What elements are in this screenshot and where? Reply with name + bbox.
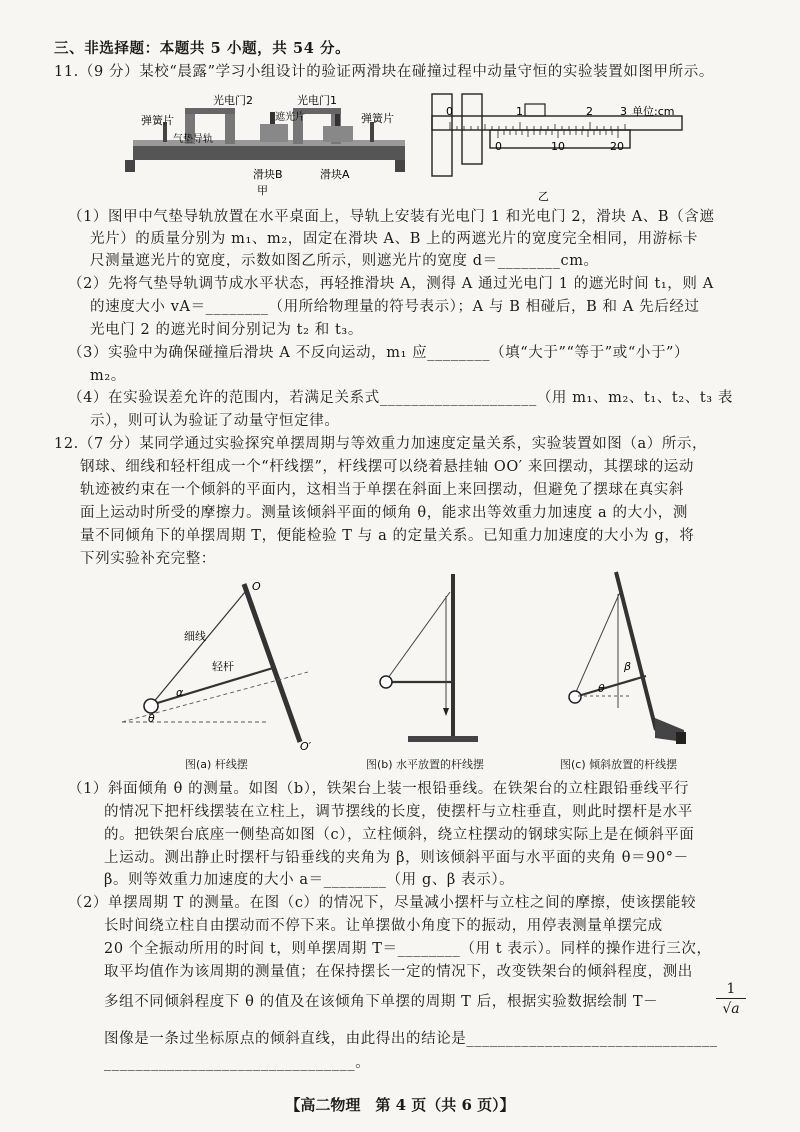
q11-line-3: 光片）的质量分别为 m₁、m₂，固定在滑块 A、B 上的两遮光片的宽度完全相同，用游标卡 bbox=[90, 231, 698, 247]
q12-part2-line-1: （2）单摆周期 T 的测量。在图（c）的情况下，尽量减小摆杆与立柱之间的摩擦，使该摆能较 bbox=[68, 895, 697, 911]
label-theta-a: θ bbox=[148, 712, 155, 725]
vernier-tick-20: 20 bbox=[610, 140, 624, 153]
label-spring-left: 弹簧片 bbox=[141, 114, 174, 127]
label-shade-plate: 遮光片 bbox=[275, 112, 305, 123]
vernier-tick-0: 0 bbox=[495, 140, 502, 153]
q12-line-6: 下列实验补充完整： bbox=[80, 551, 216, 567]
q12-part1-line-1: （1）斜面倾角 θ 的测量。如图（b），铁架台上装一根铅垂线。在铁架台的立柱跟铅垂线平行 bbox=[68, 781, 690, 797]
label-theta-c: θ bbox=[598, 682, 605, 695]
label-spring-right: 弹簧片 bbox=[361, 112, 394, 125]
photogate-2 bbox=[185, 108, 235, 114]
formula-fraction bbox=[716, 980, 746, 1019]
q11-line-8: （3）实验中为确保碰撞后滑块 A 不反向运动，m₁ 应________（填“大于”“等于”或“小于”） bbox=[68, 345, 690, 361]
label-alpha: α bbox=[176, 686, 184, 699]
main-tick-3: 3 bbox=[620, 105, 627, 118]
steel-ball bbox=[569, 691, 581, 703]
main-tick-1: 1 bbox=[516, 105, 523, 118]
caption-yi: 乙 bbox=[538, 190, 549, 203]
steel-ball bbox=[144, 699, 158, 713]
label-string: 细线 bbox=[184, 630, 206, 643]
q12-part1-line-5: β。则等效重力加速度的大小 a＝________（用 g、β 表示）。 bbox=[104, 872, 515, 888]
formula-denominator: √a bbox=[722, 1001, 740, 1017]
q12-part2-line-2: 长时间绕立柱自由摆动而不停下来。让单摆做小角度下的振动，用停表测量单摆完成 bbox=[104, 918, 663, 934]
q12-line-1: 12.（7 分）某同学通过实验探究单摆周期与等效重力加速度定量关系，实验装置如图（a）所示， bbox=[54, 436, 708, 452]
caption-fig-a: 图(a) 杆线摆 bbox=[185, 758, 248, 771]
q12-part1-line-2: 的情况下把杆线摆装在立柱上，调节摆线的长度，使摆杆与立柱垂直，则此时摆杆是水平 bbox=[104, 804, 693, 820]
unit-label: 单位:cm bbox=[632, 105, 675, 118]
label-slider-b: 滑块B bbox=[253, 168, 283, 181]
main-scale bbox=[432, 116, 682, 130]
slider-a bbox=[323, 126, 353, 142]
label-photogate-1: 光电门1 bbox=[297, 94, 337, 107]
fig-yi-vernier-caliper bbox=[420, 88, 690, 206]
q12-part2-line-4: 取平均值作为该周期的测量值；在保持摆长一定的情况下，改变铁架台的倾斜程度，测出 bbox=[104, 964, 693, 980]
q11-line-2: （1）图甲中气垫导轨放置在水平桌面上，导轨上安装有光电门 1 和光电门 2，滑块 A、B（含遮 bbox=[68, 209, 715, 225]
light-rod bbox=[154, 668, 273, 704]
q11-line-9: m₂。 bbox=[90, 368, 126, 384]
q12-line-3: 轨迹被约束在一个倾斜的平面内，这相当于单摆在斜面上来回摆动，但避免了摆球在真实斜 bbox=[80, 482, 684, 498]
q12-part2-line-6: 图像是一条过坐标原点的倾斜直线，由此得出的结论是________________________________ bbox=[104, 1031, 718, 1047]
label-photogate-2: 光电门2 bbox=[213, 94, 253, 107]
slider-b bbox=[260, 124, 288, 142]
rotation-axis-rod bbox=[244, 584, 300, 742]
vernier-tick-10: 10 bbox=[551, 140, 565, 153]
q11-line-11: 示），则可认为验证了动量守恒定律。 bbox=[90, 413, 340, 429]
caption-fig-b: 图(b) 水平放置的杆线摆 bbox=[366, 758, 485, 771]
q12-part1-line-4: 上运动。测出静止时摆杆与铅垂线的夹角为 β，则该倾斜平面与水平面的夹角 θ＝90°－ bbox=[104, 850, 689, 866]
label-beta: β bbox=[624, 660, 632, 673]
caption-fig-c: 图(c) 倾斜放置的杆线摆 bbox=[560, 758, 678, 771]
caption-jia: 甲 bbox=[257, 184, 268, 197]
fig-b-horizontal-pendulum bbox=[368, 570, 478, 750]
q12-line-4: 面上运动时所受的摩擦力。测量该倾斜平面的倾角 θ，能求出等效重力加速度 a 的大小，测 bbox=[80, 505, 688, 521]
q12-line-5: 量不同倾角下的单摆周期 T，便能检验 T 与 a 的定量关系。已知重力加速度的大小为 g，将 bbox=[80, 528, 695, 544]
steel-ball bbox=[380, 676, 392, 688]
label-slider-a: 滑块A bbox=[320, 168, 350, 181]
fig-c-tilted-pendulum bbox=[560, 568, 700, 748]
q12-part2-line-3: 20 个全振动所用的时间 t，则单摆周期 T＝________（用 t 表示）。同样的操作进行三次， bbox=[104, 941, 712, 957]
fig-jia-air-track bbox=[125, 88, 415, 198]
q12-part2-line-7: ________________________________。 bbox=[104, 1055, 371, 1071]
q11-line-5: （2）先将气垫导轨调节成水平状态，再轻推滑块 A，测得 A 通过光电门 1 的遮光时间 t₁，则 A bbox=[68, 276, 714, 292]
q11-line-6: 的速度大小 vA＝________（用所给物理量的符号表示）；A 与 B 相碰后，B 和 A 先后经过 bbox=[90, 299, 700, 315]
string-line bbox=[152, 592, 245, 704]
tilted-pole bbox=[616, 572, 656, 730]
label-O: O bbox=[252, 580, 261, 593]
fig-a-rod-string-pendulum bbox=[118, 572, 318, 752]
q12-part2-line-5: 多组不同倾斜程度下 θ 的值及在该倾角下单摆的周期 T 后，根据实验数据绘制 T－ bbox=[104, 994, 659, 1010]
label-rod: 轻杆 bbox=[212, 660, 234, 673]
label-O-prime: O′ bbox=[300, 740, 312, 752]
air-track-rail bbox=[133, 146, 405, 160]
page-footer: 【高二物理 第 4 页（共 6 页）】 bbox=[285, 1096, 515, 1114]
q11-line-10: （4）在实验误差允许的范围内，若满足关系式____________________（用 m₁、m₂、t₁、t₂、t₃ 表 bbox=[68, 390, 733, 406]
q12-part1-line-3: 的。把铁架台底座一侧垫高如图（c），立柱倾斜，绕立柱摆动的钢球实际上是在倾斜平面 bbox=[104, 827, 695, 843]
main-tick-2: 2 bbox=[586, 105, 593, 118]
main-tick-0: 0 bbox=[446, 105, 453, 118]
pendulum-rod bbox=[578, 676, 646, 696]
label-air-track: 气垫导轨 bbox=[173, 134, 213, 145]
q11-line-7: 光电门 2 的遮光时间分别记为 t₂ 和 t₃。 bbox=[90, 322, 363, 338]
q11-line-4: 尺测量遮光片的宽度，示数如图乙所示，则遮光片的宽度 d＝________cm。 bbox=[90, 253, 599, 269]
stand-base bbox=[408, 736, 478, 742]
formula-numerator: 1 bbox=[716, 980, 746, 999]
q12-line-2: 钢球、细线和轻杆组成一个“杆线摆”，杆线摆可以绕着悬挂轴 OO′ 来回摆动，其摆球的运动 bbox=[80, 459, 695, 475]
q11-line-1: 11.（9 分）某校“晨露”学习小组设计的验证两滑块在碰撞过程中动量守恒的实验装置如图甲所示。 bbox=[54, 64, 714, 80]
section-heading: 三、非选择题：本题共 5 小题，共 54 分。 bbox=[54, 40, 351, 57]
